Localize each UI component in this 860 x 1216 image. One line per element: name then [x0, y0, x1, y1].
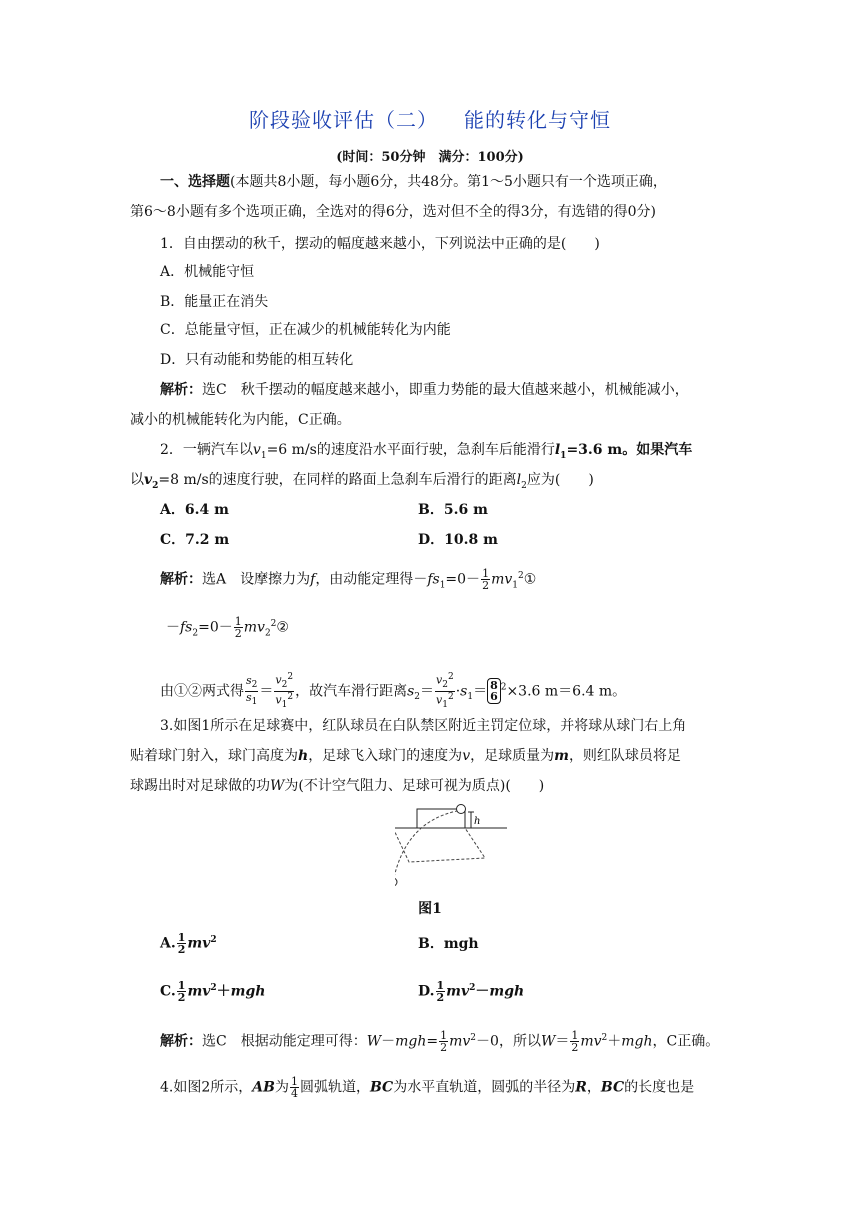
soccer-goal-figure [395, 802, 507, 888]
q2-option-d: D．10.8 m [418, 532, 498, 548]
q1-option-d: D．只有动能和势能的相互转化 [160, 352, 354, 368]
section1-line1: 一、选择题(本题共8小题，每小题6分，共48分。第1～5小题只有一个选项正确， [160, 174, 667, 190]
q1-analysis-line1: 解析：选C 秋千摆动的幅度越来越小，即重力势能的最大值越来越小，机械能减小， [160, 382, 689, 398]
q3-option-d: D. $\frac{1}{2}$ $mv^2-mgh$ [418, 979, 525, 1005]
q2-analysis-line1: 解析：选A 设摩擦力为f，由动能定理得$-fs_1=0-$ $\frac{1}{2}$ $mv_1^2①$ [160, 567, 537, 593]
q3-analysis: 解析：选C 根据动能定理可得：W－mgh= $\frac{1}{2}$ $mv^2-0$，所以W＝ $\frac{1}{2}$ $mv^2+mgh$，C正确。 [160, 1029, 720, 1055]
q2-stem-line2: 以$v_2=8$ m/s的速度行驶，在同样的路面上急刹车后滑行的距离$l_2$应为( ) [130, 472, 594, 491]
q2-option-b: B．5.6 m [418, 502, 488, 518]
q2-analysis-line3: 由①②两式得 $\frac{s_2}{s_1}$ ＝ $\frac{v_2^2}{v_1^2}$ ，故汽车滑行距离$s_2=$ $\frac{v_2^2}{v_1^2}$ $\cdot s_1=$ 8 6 $^2$×3.6 m＝6.4 m。 [160, 672, 627, 710]
q2-analysis-line2: $-fs_2=0-$ $\frac{1}{2}$ $mv_2^2②$ [166, 615, 289, 641]
q3-option-b: B．mgh [418, 936, 479, 952]
q3-stem-line1: 3.如图1所示在足球赛中，红队球员在白队禁区附近主罚定位球，并将球从球门右上角 [160, 718, 687, 734]
exam-info: (时间：50分钟 满分：100分) [336, 150, 524, 165]
ball-start [395, 878, 397, 886]
q1-option-c: C．总能量守恒，正在减少的机械能转化为内能 [160, 322, 451, 338]
q3-option-c: C. $\frac{1}{2}$ $mv^2+mgh$ [160, 979, 266, 1005]
figure-1-caption: 图1 [418, 901, 442, 917]
q4-stem-line1: 4.如图2所示，AB为 $\frac{1}{4}$ 圆弧轨道，BC为水平直轨道，圆弧的半径为R，BC的长度也是 [160, 1075, 695, 1100]
title-part2: 能的转化与守恒 [464, 108, 611, 132]
section1-heading: 一、选择题 [160, 174, 230, 190]
ball-at-goal [457, 805, 466, 814]
q3-stem-line2: 贴着球门射入，球门高度为h，足球飞入球门的速度为v，足球质量为m，则红队球员将足 [130, 748, 681, 764]
q3-option-a: A. $\frac{1}{2}$ $mv^2$ [160, 931, 217, 957]
q2-stem-line1: 2．一辆汽车以$v_1=6$ m/s的速度沿水平面行驶，急刹车后能滑行$l_1=3.6$ m。如果汽车 [160, 442, 693, 461]
q2-option-c: C．7.2 m [160, 532, 230, 548]
q3-stem-line3: 球踢出时对足球做的功W为(不计空气阻力、足球可视为质点)( ) [130, 778, 545, 794]
section1-line2: 第6～8小题有多个选项正确，全选对的得6分，选对但不全的得3分，有选错的得0分) [130, 204, 656, 220]
title-part1: 阶段验收评估（二） [249, 108, 438, 132]
q1-stem: 1．自由摆动的秋千，摆动的幅度越来越小，下列说法中正确的是( ) [160, 236, 600, 252]
page-title [0, 104, 860, 133]
q2-option-a: A．6.4 m [160, 502, 229, 518]
q1-option-a: A．机械能守恒 [160, 264, 255, 280]
q1-option-b: B．能量正在消失 [160, 294, 269, 310]
height-label: h [474, 816, 481, 827]
q1-analysis-line2: 减小的机械能转化为内能，C正确。 [130, 412, 351, 428]
